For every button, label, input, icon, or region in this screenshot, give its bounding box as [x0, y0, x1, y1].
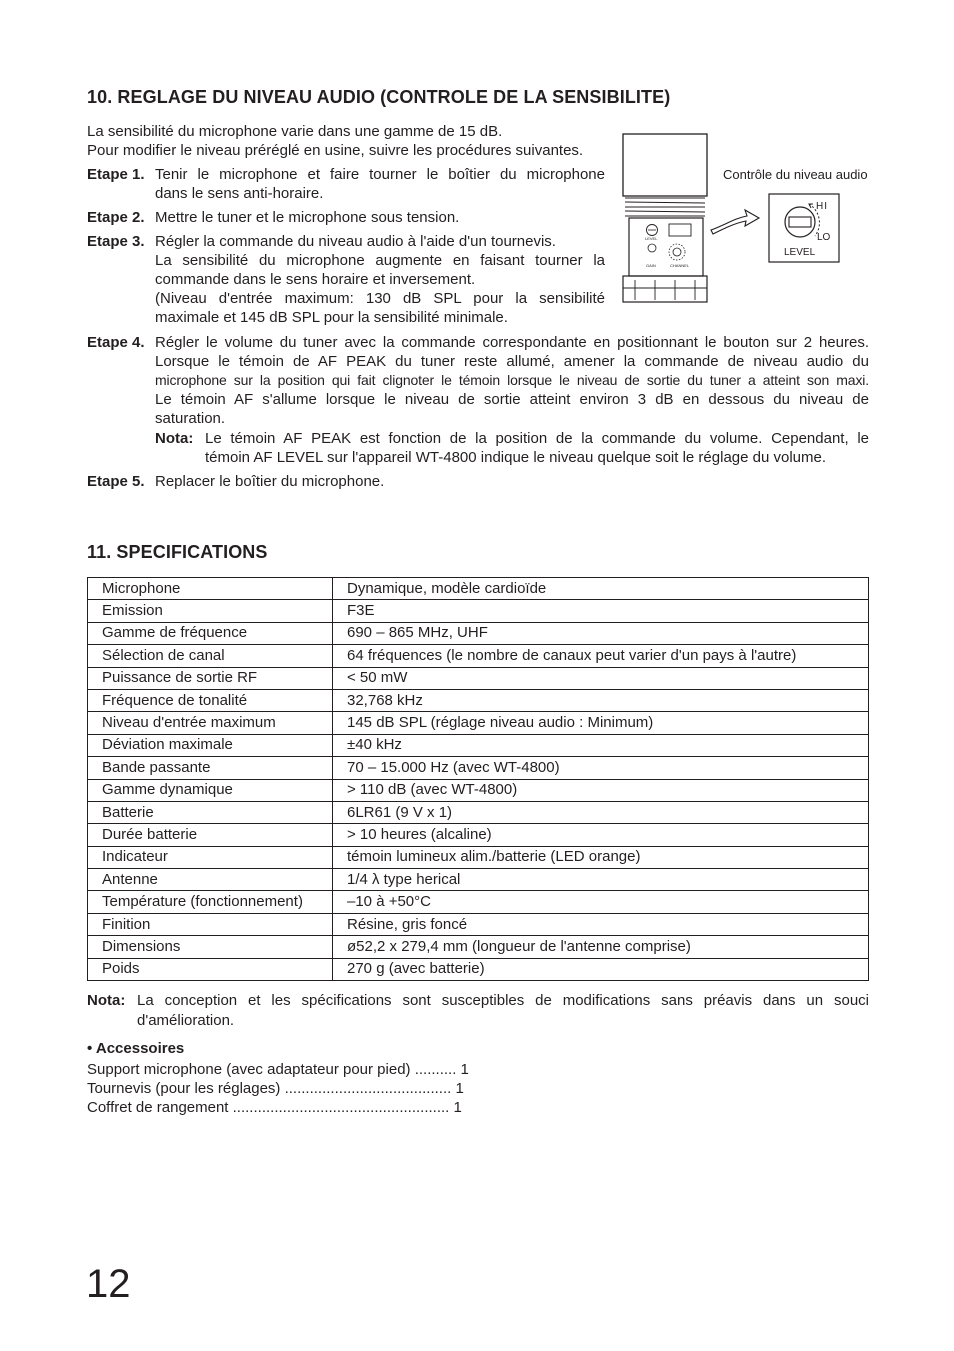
accessory-item: Tournevis (pour les réglages) ........................................ 1: [87, 1080, 464, 1097]
spec-value: 6LR61 (9 V x 1): [333, 801, 869, 823]
step-text: Mettre le tuner et le microphone sous tension.: [155, 209, 460, 226]
spec-row: [88, 712, 869, 734]
spec-key: Indicateur: [88, 846, 333, 868]
spec-key: Antenne: [88, 869, 333, 891]
spec-key: Sélection de canal: [88, 645, 333, 667]
spec-row: [88, 846, 869, 868]
spec-row: [88, 801, 869, 823]
spec-row: [88, 667, 869, 689]
step-text: Lorsque le témoin de AF PEAK du tuner reste allumé, amener la commande de niveau audio du: [155, 353, 869, 370]
spec-value: 32,768 kHz: [333, 689, 869, 711]
spec-row: [88, 824, 869, 846]
accessory-item: Coffret de rangement .................................................... 1: [87, 1099, 462, 1116]
spec-key: Niveau d'entrée maximum: [88, 712, 333, 734]
step-label: Etape 2.: [87, 209, 145, 226]
step-text: maximale et 145 dB SPL pour la sensibilité minimale.: [155, 309, 508, 326]
note-text: d'amélioration.: [137, 1012, 235, 1029]
small-channel-label: CHANNEL: [670, 263, 690, 268]
intro-line-1: La sensibilité du microphone varie dans une gamme de 15 dB.: [87, 123, 503, 140]
spec-value: Dynamique, modèle cardioïde: [333, 578, 869, 600]
section-11-title: 11. SPECIFICATIONS: [87, 542, 268, 562]
spec-key: Dimensions: [88, 936, 333, 958]
spec-row: [88, 891, 869, 913]
spec-row: [88, 757, 869, 779]
spec-value: témoin lumineux alim./batterie (LED orange): [333, 846, 869, 868]
step-text: Tenir le microphone et faire tourner le boîtier du microphone: [155, 166, 605, 183]
spec-value: > 110 dB (avec WT-4800): [333, 779, 869, 801]
spec-row: [88, 645, 869, 667]
spec-value: Résine, gris foncé: [333, 913, 869, 935]
spec-key: Gamme de fréquence: [88, 622, 333, 644]
spec-value: 1/4 λ type herical: [333, 869, 869, 891]
step-text: Replacer le boîtier du microphone.: [155, 473, 385, 490]
spec-key: Température (fonctionnement): [88, 891, 333, 913]
spec-key: Bande passante: [88, 757, 333, 779]
spec-row: [88, 779, 869, 801]
spec-value: 70 – 15.000 Hz (avec WT-4800): [333, 757, 869, 779]
step-text: La sensibilité du microphone augmente en faisant tourner la: [155, 252, 605, 269]
step-label: Etape 1.: [87, 166, 145, 183]
spec-value: –10 à +50°C: [333, 891, 869, 913]
spec-value: ±40 kHz: [333, 734, 869, 756]
spec-key: Puissance de sortie RF: [88, 667, 333, 689]
note-text: Le témoin AF PEAK est fonction de la position de la commande du volume. Cependant, le: [205, 430, 869, 447]
step-text: saturation.: [155, 410, 226, 427]
spec-row: [88, 869, 869, 891]
spec-row: [88, 578, 869, 600]
small-level-label: LEVEL: [645, 236, 658, 241]
spec-value: > 10 heures (alcaline): [333, 824, 869, 846]
spec-key: Poids: [88, 958, 333, 980]
spec-key: Microphone: [88, 578, 333, 600]
spec-key: Batterie: [88, 801, 333, 823]
microphone-body-illustration: [615, 130, 895, 310]
spec-row: [88, 958, 869, 980]
level-control-figure: [615, 130, 895, 310]
step-text: microphone sur la position qui fait clignoter le témoin lorsque le niveau de sortie du tuner a atteint son maxi.: [155, 372, 869, 388]
spec-key: Gamme dynamique: [88, 779, 333, 801]
step-text: Le témoin AF s'allume lorsque le niveau de sortie atteint environ 3 dB en dessous du niveau de: [155, 391, 869, 408]
spec-value: F3E: [333, 600, 869, 622]
spec-key: Finition: [88, 913, 333, 935]
spec-row: [88, 913, 869, 935]
spec-row: [88, 622, 869, 644]
spec-row: [88, 600, 869, 622]
hi-label: HI: [816, 201, 828, 212]
step-label: Etape 5.: [87, 473, 145, 490]
note-text: La conception et les spécifications sont susceptibles de modifications sans préavis dans un souci: [137, 992, 869, 1009]
level-label: LEVEL: [784, 247, 816, 258]
note-label: Nota:: [87, 992, 126, 1009]
spec-value: ø52,2 x 279,4 mm (longueur de l'antenne comprise): [333, 936, 869, 958]
spec-key: Déviation maximale: [88, 734, 333, 756]
spec-value: 690 – 865 MHz, UHF: [333, 622, 869, 644]
note-label: Nota:: [155, 430, 194, 447]
lo-label: LO: [817, 232, 831, 243]
step-text: (Niveau d'entrée maximum: 130 dB SPL pour la sensibilité: [155, 290, 605, 307]
spec-value: 64 fréquences (le nombre de canaux peut varier d'un pays à l'autre): [333, 645, 869, 667]
spec-key: Fréquence de tonalité: [88, 689, 333, 711]
spec-key: Durée batterie: [88, 824, 333, 846]
step-label: Etape 3.: [87, 233, 145, 250]
spec-value: < 50 mW: [333, 667, 869, 689]
note-text: témoin AF LEVEL sur l'appareil WT-4800 indique le niveau quelque soit le réglage du volume.: [205, 449, 827, 466]
section-10-title: 10. REGLAGE DU NIVEAU AUDIO (CONTROLE DE LA SENSIBILITE): [87, 87, 671, 107]
specifications-table: [87, 577, 869, 981]
spec-value: 145 dB SPL (réglage niveau audio : Minimum): [333, 712, 869, 734]
spec-key: Emission: [88, 600, 333, 622]
accessory-item: Support microphone (avec adaptateur pour pied) .......... 1: [87, 1061, 469, 1078]
figure-caption: Contrôle du niveau audio: [723, 167, 868, 182]
step-label: Etape 4.: [87, 334, 145, 351]
spec-value: 270 g (avec batterie): [333, 958, 869, 980]
spec-row: [88, 936, 869, 958]
spec-row: [88, 734, 869, 756]
page-number: 12: [86, 1262, 131, 1306]
spec-row: [88, 689, 869, 711]
step-text: dans le sens anti-horaire.: [155, 185, 324, 202]
accessories-title: • Accessoires: [87, 1040, 185, 1057]
intro-line-2: Pour modifier le niveau préréglé en usine, suivre les procédures suivantes.: [87, 142, 584, 159]
small-gain-label: GAIN: [646, 263, 656, 268]
step-text: Régler le volume du tuner avec la commande correspondante en positionnant le bouton sur 2 heures.: [155, 334, 869, 351]
step-text: commande dans le sens horaire et inversement.: [155, 271, 476, 288]
step-text: Régler la commande du niveau audio à l'aide d'un tournevis.: [155, 233, 556, 250]
